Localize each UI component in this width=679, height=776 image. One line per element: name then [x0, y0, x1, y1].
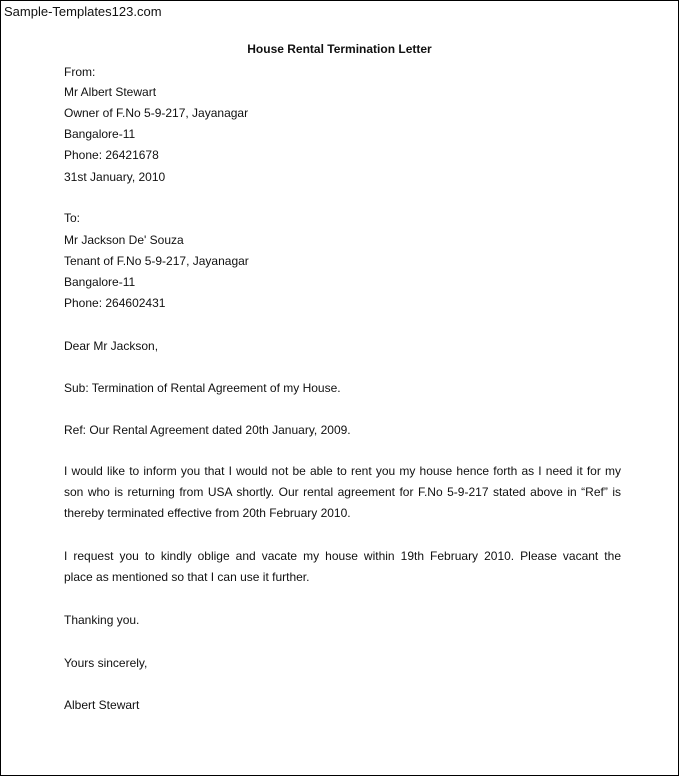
from-label: From: — [64, 65, 96, 79]
body-paragraph-1-line-2: son who is returning from USA shortly. Our rental agreement for F.No 5-9-217 stated above in “Ref” is — [64, 485, 621, 499]
recipient-address-line-1: Tenant of F.No 5-9-217, Jayanagar — [64, 254, 249, 268]
signature-name: Albert Stewart — [64, 698, 140, 712]
watermark-text: Sample-Templates123.com — [4, 4, 162, 19]
to-label: To: — [64, 211, 81, 225]
sender-phone: Phone: 26421678 — [64, 148, 159, 162]
recipient-address-line-2: Bangalore-11 — [64, 275, 136, 289]
reference-line: Ref: Our Rental Agreement dated 20th January, 2009. — [64, 423, 351, 437]
body-paragraph-1-line-1: I would like to inform you that I would not be able to rent you my house hence forth as I need it for my — [64, 464, 621, 478]
thanks-line: Thanking you. — [64, 613, 140, 627]
letter-date: 31st January, 2010 — [64, 170, 166, 184]
salutation: Dear Mr Jackson, — [64, 339, 159, 353]
body-paragraph-2-line-1: I request you to kindly oblige and vacate my house within 19th February 2010. Please vacant the — [64, 549, 621, 563]
body-paragraph-2-line-2: place as mentioned so that I can use it further. — [64, 570, 310, 584]
letter-title: House Rental Termination Letter — [247, 42, 432, 56]
body-paragraph-1 — [64, 461, 621, 524]
closing-line: Yours sincerely, — [64, 656, 148, 670]
sender-address-line-1: Owner of F.No 5-9-217, Jayanagar — [64, 106, 249, 120]
sender-name: Mr Albert Stewart — [64, 85, 157, 99]
body-paragraph-2 — [64, 546, 621, 588]
recipient-phone: Phone: 264602431 — [64, 296, 166, 310]
body-paragraph-1-line-3: thereby terminated effective from 20th February 2010. — [64, 506, 351, 520]
subject-line: Sub: Termination of Rental Agreement of my House. — [64, 381, 341, 395]
sender-address-line-2: Bangalore-11 — [64, 127, 136, 141]
recipient-name: Mr Jackson De' Souza — [64, 233, 184, 247]
